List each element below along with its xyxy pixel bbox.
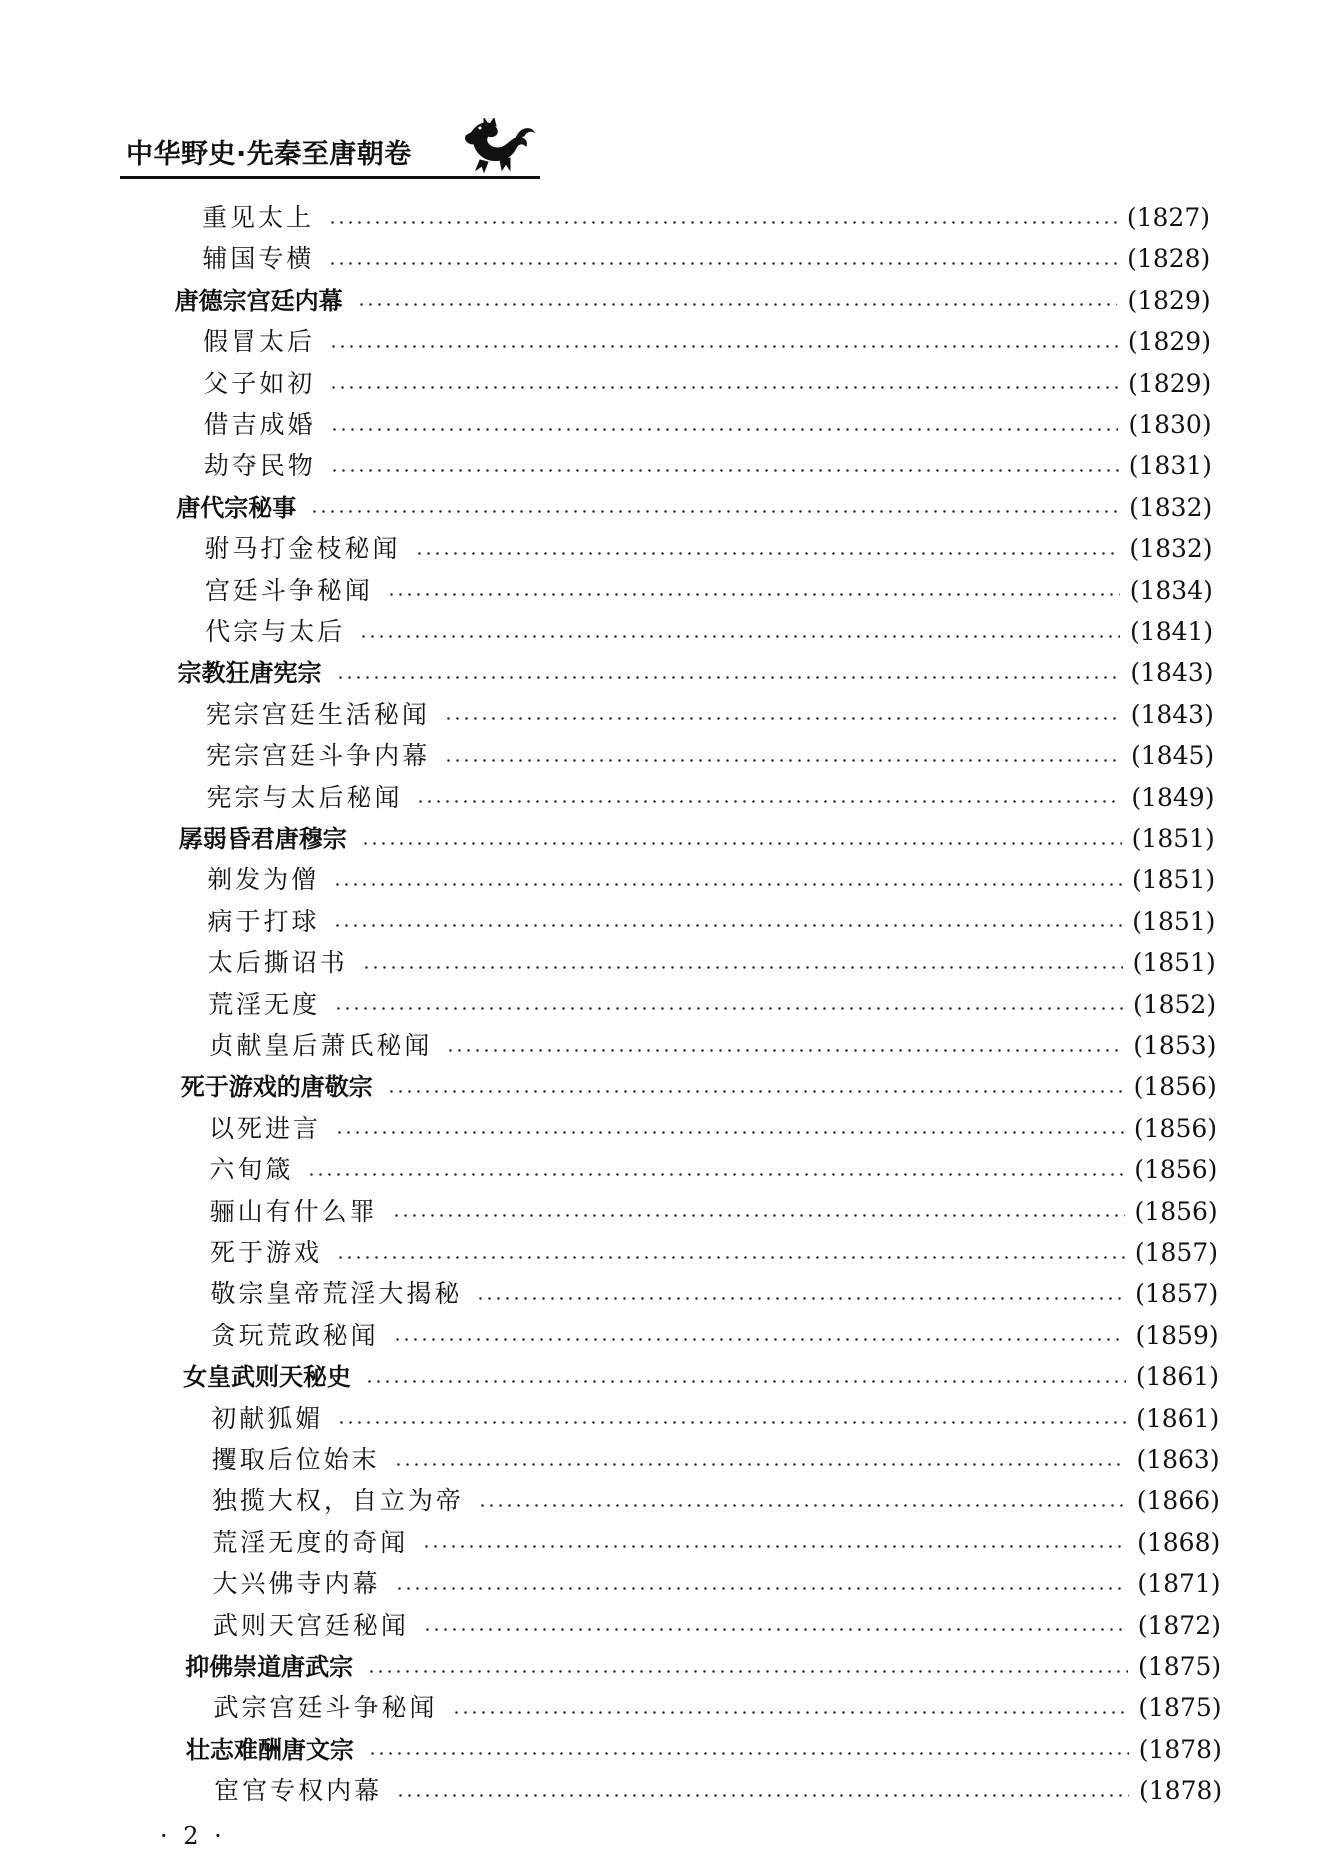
dragon-icon (460, 118, 538, 174)
toc-entry-title: 唐代宗秘事 (176, 493, 297, 522)
dot-leader (362, 966, 1123, 969)
toc-entry-page: (1859) (1135, 1320, 1219, 1350)
toc-entry-page: (1852) (1132, 989, 1217, 1019)
dot-leader (333, 924, 1122, 927)
toc-entry-page: (1871) (1137, 1569, 1221, 1599)
toc-entry-title: 以死进言 (209, 1113, 322, 1143)
dot-leader (387, 1090, 1124, 1093)
toc-entry-title: 剃发为僧 (207, 865, 320, 895)
dot-leader (334, 1007, 1123, 1010)
toc-entry-page: (1841) (1130, 617, 1214, 646)
toc-entry-page: (1857) (1135, 1279, 1219, 1309)
toc-entry-title: 宗教狂唐宪宗 (177, 659, 322, 688)
toc-entry-title: 唐德宗宫廷内幕 (174, 286, 343, 315)
toc-entry-title: 代宗与太后 (205, 617, 346, 646)
dot-leader (310, 510, 1119, 513)
toc-chapter-row (186, 1730, 1222, 1770)
toc-entry-page: (1857) (1134, 1238, 1218, 1267)
toc-section-row (210, 1192, 1218, 1232)
dot-leader (422, 1545, 1127, 1548)
toc-section-row (207, 902, 1215, 942)
toc-entry-title: 大兴佛寺内幕 (212, 1569, 381, 1599)
toc-entry-title: 初献狐媚 (211, 1403, 324, 1433)
toc-entry-title: 武宗宫廷斗争秘闻 (213, 1693, 438, 1723)
toc-entry-title: 骊山有什么罪 (209, 1196, 378, 1226)
toc-entry-title: 宪宗宫廷生活秘闻 (205, 699, 430, 729)
dot-leader (365, 1380, 1126, 1383)
toc-section-row (210, 1274, 1218, 1314)
toc-entry-page: (1829) (1127, 285, 1211, 315)
toc-entry-page: (1851) (1131, 824, 1215, 853)
toc-section-row (213, 1564, 1221, 1604)
toc-entry-page: (1863) (1136, 1445, 1220, 1474)
toc-entry-title: 女皇武则天秘史 (182, 1363, 351, 1392)
dot-leader (335, 1131, 1124, 1134)
dot-leader (423, 1628, 1128, 1631)
toc-entry-page: (1832) (1129, 534, 1213, 564)
toc-entry-page: (1830) (1128, 410, 1212, 439)
toc-entry-page: (1845) (1131, 741, 1215, 771)
toc-entry-page: (1856) (1134, 1196, 1218, 1226)
toc-section-row (211, 1316, 1219, 1356)
dot-leader (361, 842, 1122, 845)
toc-section-row (206, 736, 1214, 776)
toc-section-row (205, 612, 1213, 652)
toc-section-row (214, 1771, 1222, 1811)
dot-leader (336, 1256, 1125, 1259)
toc-entry-title: 荒淫无度的奇闻 (212, 1527, 409, 1557)
dot-leader (394, 1463, 1127, 1466)
toc-entry-title: 攫取后位始末 (211, 1445, 380, 1474)
toc-section-row (212, 1481, 1220, 1521)
toc-section-row (214, 1688, 1222, 1728)
dot-leader (357, 303, 1118, 306)
toc-chapter-row (183, 1357, 1219, 1397)
dot-leader (393, 1338, 1126, 1341)
dot-leader (328, 221, 1117, 224)
toc-entry-page: (1829) (1128, 368, 1212, 398)
toc-section-row (212, 1440, 1220, 1480)
toc-entry-title: 荒淫无度 (208, 989, 321, 1019)
toc-section-row (212, 1523, 1220, 1563)
dot-leader (416, 800, 1121, 803)
dot-leader (446, 1049, 1123, 1052)
toc-entry-page: (1843) (1130, 658, 1214, 688)
dot-leader (336, 676, 1121, 679)
toc-section-row (203, 322, 1211, 362)
toc-entry-page: (1866) (1136, 1486, 1220, 1516)
toc-entry-page: (1851) (1132, 906, 1216, 936)
toc-entry-page: (1832) (1129, 492, 1213, 522)
toc-entry-title: 假冒太后 (202, 327, 315, 357)
toc-section-row (208, 943, 1216, 983)
toc-entry-page: (1878) (1139, 1776, 1223, 1806)
dot-leader (333, 883, 1122, 886)
toc-entry-title: 抑佛崇道唐武宗 (185, 1653, 354, 1681)
toc-entry-page: (1856) (1134, 1155, 1218, 1185)
dot-leader (329, 386, 1118, 389)
toc-entry-title: 宫廷斗争秘闻 (204, 575, 373, 605)
toc-entry-page: (1851) (1131, 865, 1216, 895)
toc-entry-page: (1834) (1129, 575, 1213, 605)
toc-entry-page: (1868) (1137, 1527, 1221, 1557)
toc-entry-title: 宪宗与太后秘闻 (206, 782, 403, 812)
toc-entry-page: (1851) (1132, 948, 1216, 978)
toc-entry-page: (1872) (1137, 1610, 1221, 1640)
toc-entry-page: (1828) (1127, 244, 1211, 274)
toc-chapter-row (181, 1067, 1217, 1107)
toc-entry-title: 驸马打金枝秘闻 (204, 534, 401, 564)
dot-leader (330, 469, 1119, 472)
toc-entry-page: (1875) (1138, 1652, 1222, 1681)
toc-entry-title: 敬宗皇帝荒淫大揭秘 (210, 1279, 463, 1309)
dot-leader (392, 1214, 1125, 1217)
dot-leader (337, 1421, 1126, 1424)
toc-entry-page: (1853) (1133, 1031, 1217, 1060)
toc-entry-page: (1829) (1127, 327, 1211, 357)
toc-entry-title: 劫夺民物 (203, 451, 316, 481)
dot-leader (444, 759, 1121, 762)
toc-entry-title: 孱弱昏君唐穆宗 (178, 825, 347, 853)
toc-entry-title: 父子如初 (203, 368, 316, 398)
toc-entry-title: 太后撕诏书 (207, 948, 348, 978)
toc-section-row (204, 446, 1212, 486)
toc-section-row (204, 405, 1212, 445)
toc-section-row (206, 695, 1214, 735)
toc-entry-page: (1875) (1138, 1693, 1222, 1723)
header-rule (120, 176, 540, 179)
toc-entry-title: 贞献皇后萧氏秘闻 (208, 1031, 433, 1060)
toc-chapter-row (179, 819, 1215, 859)
toc-section-row (202, 239, 1210, 279)
page-number: · 2 · (160, 1822, 226, 1850)
toc-entry-page: (1856) (1133, 1113, 1218, 1143)
toc-section-row (205, 529, 1213, 569)
toc-section-row (208, 1026, 1216, 1066)
toc-section-row (207, 860, 1215, 900)
toc-chapter-row (176, 488, 1212, 528)
toc-entry-page: (1861) (1136, 1403, 1220, 1433)
toc-entry-page: (1849) (1131, 782, 1215, 812)
toc-section-row (208, 985, 1216, 1025)
toc-entry-title: 贪玩荒政秘闻 (210, 1320, 379, 1350)
toc-section-row (205, 571, 1213, 611)
dot-leader (307, 1173, 1124, 1176)
toc-entry-page: (1843) (1130, 699, 1214, 729)
dot-leader (396, 1794, 1129, 1797)
toc-section-row (202, 198, 1210, 238)
toc-entry-title: 武则天宫廷秘闻 (212, 1610, 409, 1640)
dot-leader (415, 552, 1120, 555)
toc-entry-title: 重见太上 (202, 203, 315, 232)
toc-entry-title: 辅国专横 (202, 244, 315, 274)
toc-section-row (209, 1109, 1217, 1149)
toc-entry-title: 六旬箴 (209, 1155, 294, 1185)
toc-entry-title: 借吉成婚 (203, 410, 316, 439)
toc-entry-title: 壮志难酬唐文宗 (185, 1735, 354, 1764)
toc-section-row (211, 1399, 1219, 1439)
dot-leader (387, 593, 1120, 596)
toc-entry-title: 宪宗宫廷斗争内幕 (206, 741, 431, 771)
dot-leader (328, 262, 1117, 265)
dot-leader (359, 635, 1120, 638)
dot-leader (478, 1504, 1127, 1507)
toc-entry-page: (1827) (1126, 203, 1210, 232)
toc-entry-page: (1831) (1128, 451, 1212, 481)
dot-leader (452, 1711, 1129, 1714)
dot-leader (367, 1670, 1128, 1673)
toc-entry-title: 死于游戏的唐敬宗 (180, 1073, 373, 1102)
dot-leader (329, 345, 1118, 348)
dot-leader (476, 1297, 1125, 1300)
toc-entry-title: 死于游戏 (210, 1238, 323, 1267)
book-title: 中华野史·先秦至唐朝卷 (126, 139, 412, 170)
toc-chapter-row (178, 653, 1214, 693)
toc-section-row (206, 778, 1214, 818)
toc-section-row (203, 364, 1211, 404)
toc-section-row (213, 1606, 1221, 1646)
toc-section-row (210, 1233, 1218, 1273)
toc-entry-title: 独揽大权，自立为帝 (211, 1486, 464, 1516)
toc-entry-page: (1856) (1133, 1072, 1217, 1102)
toc-chapter-row (185, 1647, 1221, 1687)
toc-entry-page: (1878) (1138, 1734, 1222, 1764)
toc-section-row (209, 1150, 1217, 1190)
toc-entry-title: 宦官专权内幕 (214, 1776, 383, 1806)
toc-entry-title: 病于打球 (207, 906, 320, 936)
dot-leader (368, 1752, 1129, 1755)
toc-chapter-row (175, 281, 1211, 321)
dot-leader (330, 428, 1119, 431)
dot-leader (444, 717, 1121, 720)
running-header (120, 118, 540, 188)
toc-entry-page: (1861) (1135, 1362, 1219, 1392)
dot-leader (395, 1587, 1128, 1590)
